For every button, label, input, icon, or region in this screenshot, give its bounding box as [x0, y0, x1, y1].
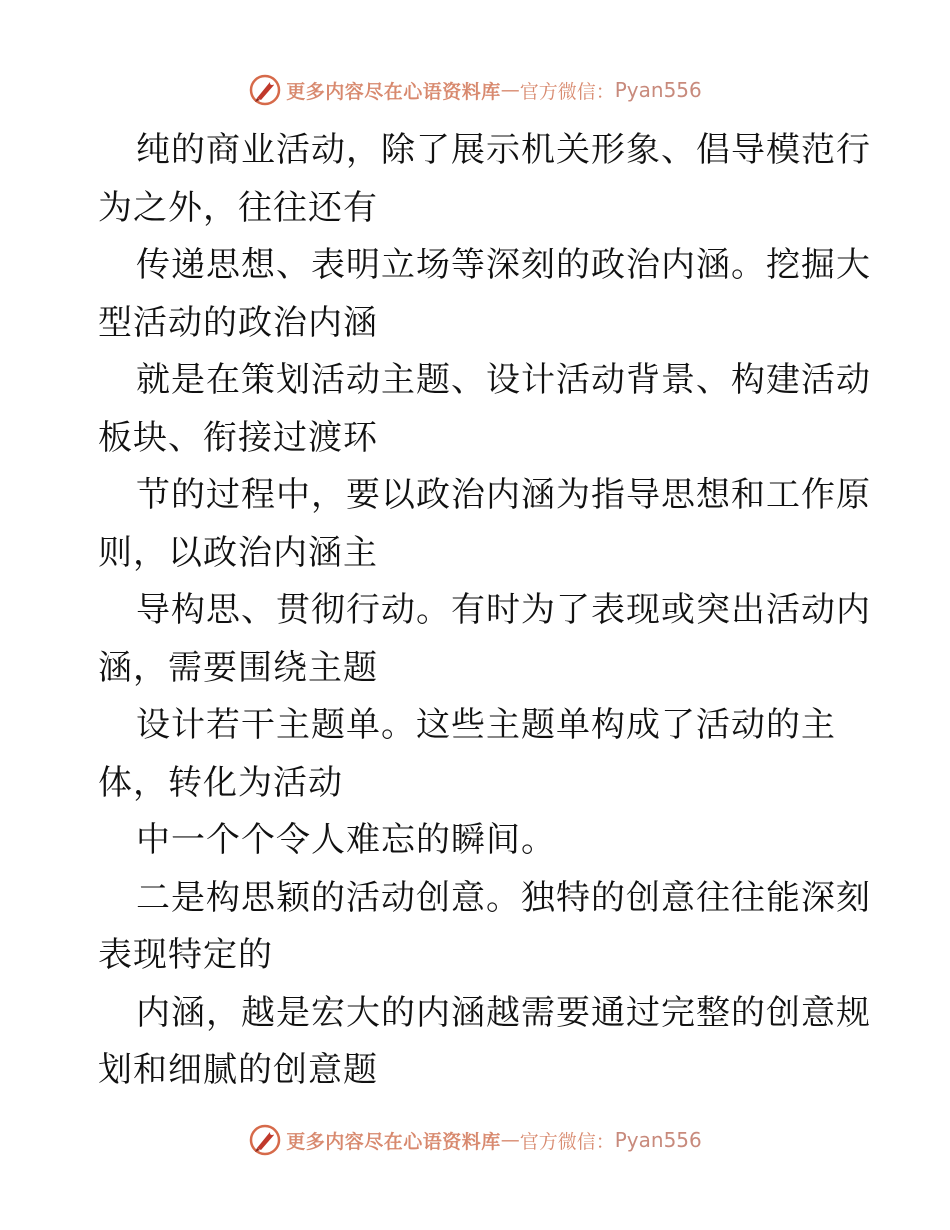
body-line: 则，以政治内涵主 [98, 532, 378, 573]
brand-text: 更多内容尽在心语资料库 [286, 1130, 501, 1153]
document-body [98, 122, 871, 1100]
wechat-id: Pyan556 [614, 78, 702, 102]
footer-watermark [0, 1120, 950, 1160]
header-watermark [0, 70, 950, 110]
quill-pen-logo-icon [248, 1123, 282, 1157]
official-wechat-label: 官方微信： [519, 1130, 615, 1153]
body-line: 就是在策划活动主题、设计活动背景、构建活动 [136, 360, 871, 400]
quill-pen-logo-icon [248, 73, 282, 107]
body-line: 节的过程中，要以政治内涵为指导思想和工作原 [136, 475, 871, 515]
body-line: 表现特定的 [98, 935, 273, 975]
body-line: 板块、衔接过渡环 [98, 417, 378, 458]
body-line: 传递思想、表明立场等深刻的政治内涵。挖掘大 [136, 245, 871, 285]
body-line: 二是构思颖的活动创意。独特的创意往往能深刻 [136, 877, 871, 918]
body-line: 体，转化为活动 [98, 762, 343, 803]
body-line: 纯的商业活动，除了展示机关形象、倡导模范行 [136, 130, 871, 170]
body-line: 内涵，越是宏大的内涵越需要通过完整的创意规 [136, 992, 871, 1033]
body-line: 涵，需要围绕主题 [98, 647, 378, 688]
wechat-id: Pyan556 [614, 1128, 702, 1152]
body-line: 为之外，往往还有 [98, 187, 378, 228]
body-line: 型活动的政治内涵 [98, 302, 378, 343]
official-wechat-label: 官方微信： [519, 80, 615, 103]
body-line: 划和细腻的创意题 [98, 1050, 378, 1090]
separator-dash: — [500, 79, 520, 101]
body-line: 中一个个令人难忘的瞬间。 [136, 820, 556, 860]
body-line: 设计若干主题单。这些主题单构成了活动的主 [136, 705, 836, 745]
body-line: 导构思、贯彻行动。有时为了表现或突出活动内 [136, 590, 871, 630]
separator-dash: — [500, 1129, 520, 1151]
brand-text: 更多内容尽在心语资料库 [286, 80, 501, 103]
